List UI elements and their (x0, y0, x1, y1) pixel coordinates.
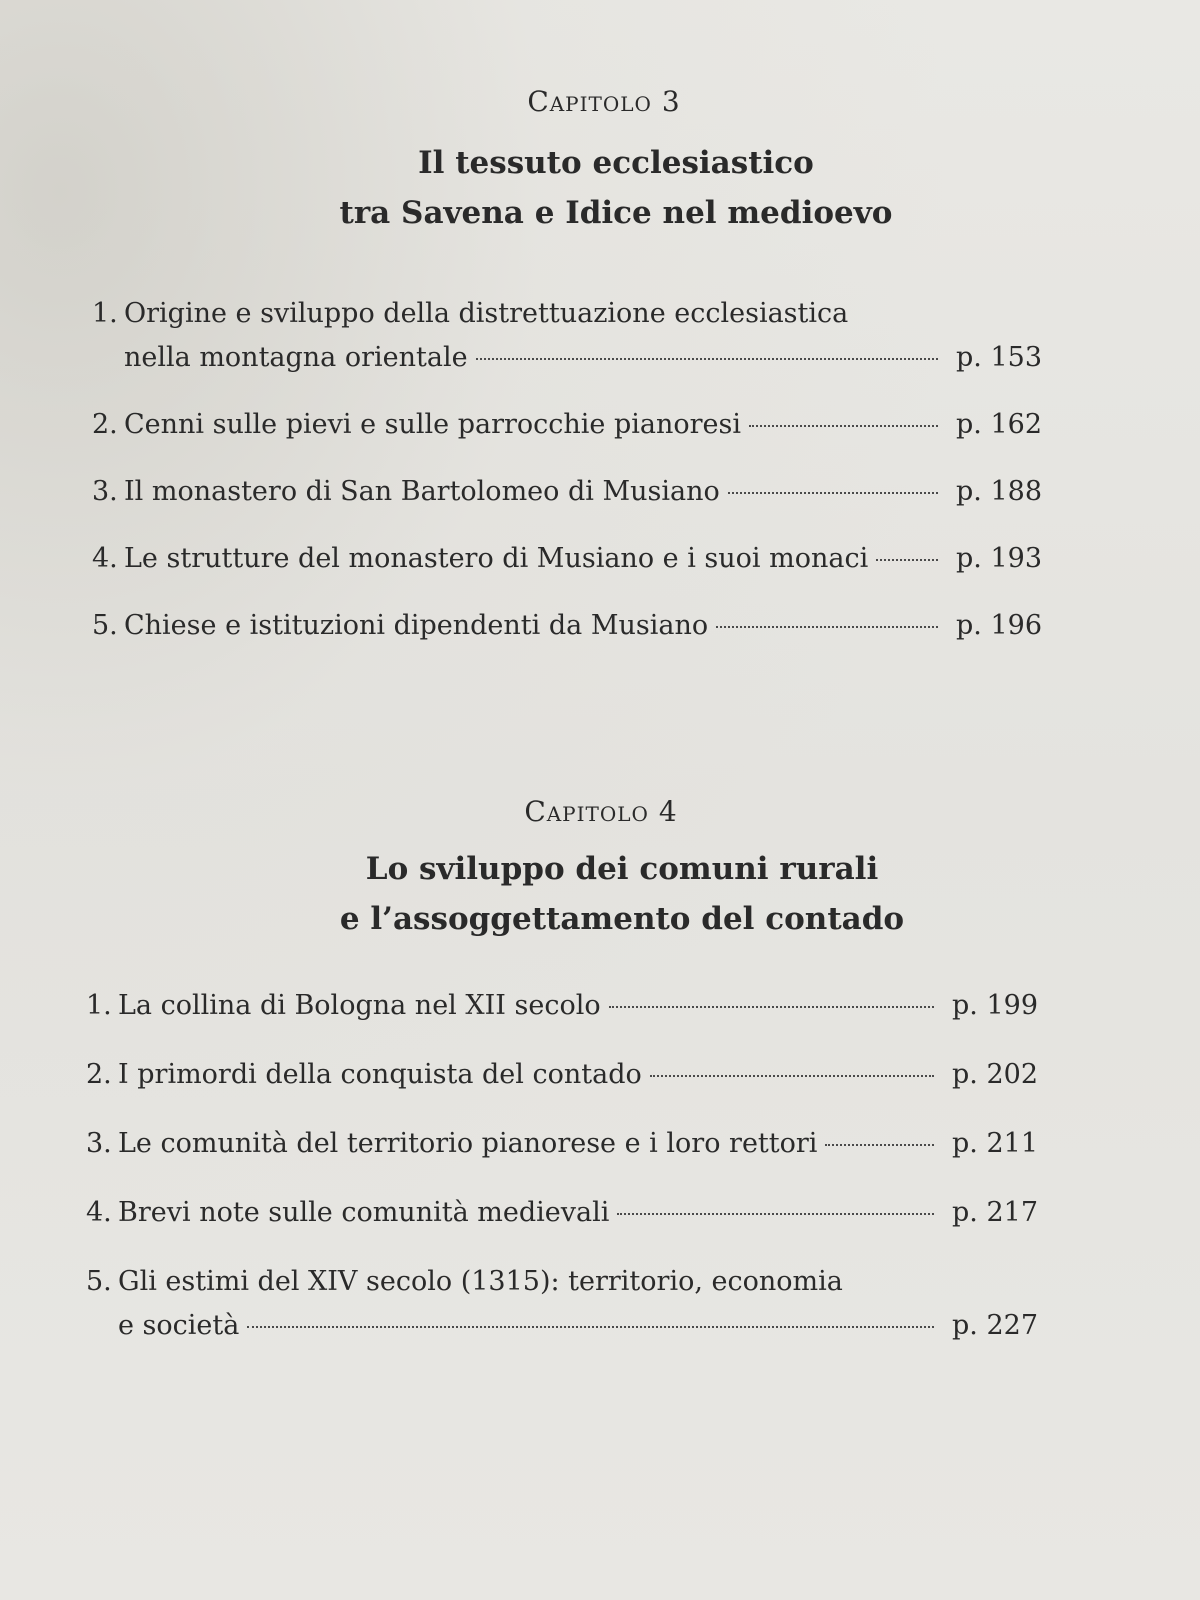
dot-leader (609, 1006, 934, 1008)
chapter-title-line: Il tessuto ecclesiastico (418, 145, 814, 181)
entry-title: Chiese e istituzioni dipendenti da Musiano (124, 610, 709, 641)
page-reference: p. 153 (956, 342, 1042, 373)
page-reference: p. 162 (956, 409, 1042, 440)
entry-title: Il monastero di San Bartolomeo di Musiano (124, 476, 720, 507)
entry-number: 1. (92, 298, 118, 329)
entry-title: I primordi della conquista del contado (118, 1059, 642, 1090)
entry-number: 5. (92, 610, 118, 641)
toc-entry (86, 1260, 1038, 1348)
entry-title: Le strutture del monastero di Musiano e i suoi monaci (124, 543, 869, 574)
dot-leader (728, 492, 938, 494)
entry-title: Gli estimi del XIV secolo (1315): territorio, economia (118, 1266, 843, 1297)
entry-title: Brevi note sulle comunità medievali (118, 1197, 610, 1228)
entry-number: 4. (86, 1197, 112, 1228)
page-reference: p. 217 (952, 1197, 1038, 1228)
chapter-3-section (0, 82, 1200, 641)
toc-entry (86, 1191, 1038, 1235)
table-of-contents (92, 292, 1042, 671)
entry-title: Cenni sulle pievi e sulle parrocchie pianoresi (124, 409, 742, 440)
toc-entry (86, 984, 1038, 1028)
chapter-title-line: Lo sviluppo dei comuni rurali (365, 851, 879, 887)
toc-entry (92, 470, 1042, 514)
page-reference: p. 196 (956, 610, 1042, 641)
entry-title-continued: nella montagna orientale (124, 342, 468, 373)
chapter-title (0, 138, 1200, 238)
entry-number: 1. (86, 990, 112, 1021)
chapter-4-section (0, 792, 1200, 1341)
page-reference: p. 199 (952, 990, 1038, 1021)
chapter-title-line: tra Savena e Idice nel medioevo (339, 195, 893, 231)
entry-number: 4. (92, 543, 118, 574)
toc-entry (92, 604, 1042, 648)
chapter-title-line: e l’assoggettamento del contado (339, 901, 905, 937)
dot-leader (749, 425, 938, 427)
entry-title: La collina di Bologna nel XII secolo (118, 990, 601, 1021)
entry-number: 3. (92, 476, 118, 507)
chapter-label: Capitolo 3 (527, 85, 681, 118)
page-reference: p. 193 (956, 543, 1042, 574)
page-reference: p. 202 (952, 1059, 1038, 1090)
dot-leader (476, 358, 938, 360)
chapter-title (0, 844, 1200, 944)
entry-number: 2. (86, 1059, 112, 1090)
dot-leader (825, 1144, 934, 1146)
toc-entry (86, 1122, 1038, 1166)
entry-title: Le comunità del territorio pianorese e i loro rettori (118, 1128, 818, 1159)
dot-leader (876, 559, 938, 561)
chapter-label: Capitolo 4 (524, 795, 678, 828)
entry-number: 2. (92, 409, 118, 440)
table-of-contents (86, 984, 1038, 1373)
entry-number: 3. (86, 1128, 112, 1159)
page-reference: p. 188 (956, 476, 1042, 507)
dot-leader (247, 1326, 934, 1328)
dot-leader (650, 1075, 934, 1077)
toc-entry (86, 1053, 1038, 1097)
entry-title: Origine e sviluppo della distrettuazione ecclesiastica (124, 298, 849, 329)
toc-entry (92, 537, 1042, 581)
page-reference: p. 211 (952, 1128, 1038, 1159)
entry-title-continued: e società (118, 1310, 240, 1341)
page-reference: p. 227 (952, 1310, 1038, 1341)
toc-entry (92, 403, 1042, 447)
entry-number: 5. (86, 1266, 112, 1297)
toc-entry (92, 292, 1042, 380)
dot-leader (617, 1213, 934, 1215)
dot-leader (716, 626, 938, 628)
